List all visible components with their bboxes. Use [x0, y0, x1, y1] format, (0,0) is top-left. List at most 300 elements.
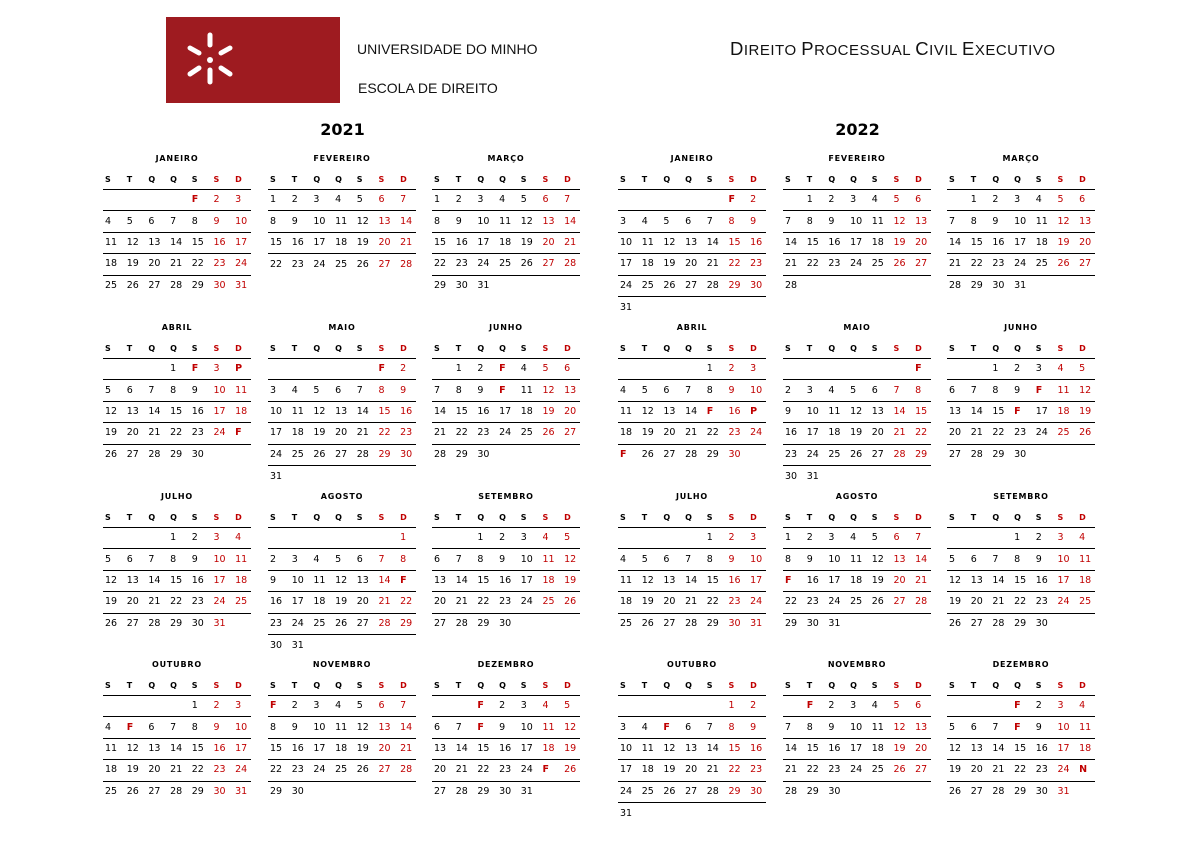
holiday-marker: P	[750, 405, 758, 417]
day-cell: 19	[893, 742, 906, 754]
month-name: JULHO	[675, 492, 709, 501]
day-cell: 3	[313, 194, 320, 206]
day-cell: 26	[871, 596, 884, 608]
weekday-label: S	[434, 680, 440, 690]
weekday-label: S	[893, 343, 900, 353]
day-cell: 8	[191, 721, 198, 733]
day-cell: 25	[1057, 427, 1070, 439]
day-cell: 3	[213, 363, 220, 375]
day-cell: 16	[750, 236, 763, 248]
month-calendar	[103, 658, 251, 803]
weekday-label: Q	[148, 343, 156, 353]
day-cell: 6	[685, 721, 692, 733]
week-row	[268, 592, 416, 613]
week-row	[947, 549, 1095, 570]
week-row	[103, 717, 251, 738]
weekday-label: Q	[335, 343, 342, 353]
day-cell: 21	[893, 427, 906, 439]
day-cell: 6	[893, 532, 900, 544]
holiday-marker: F	[663, 721, 670, 733]
day-cell: 10	[235, 215, 248, 227]
holiday-marker: F	[235, 427, 242, 439]
weekday-label: D	[564, 343, 571, 353]
weekday-label: T	[970, 174, 977, 184]
month-name: DEZEMBRO	[992, 660, 1050, 669]
weekday-label: S	[949, 680, 955, 690]
day-cell: 1	[992, 363, 999, 375]
day-cell: 2	[728, 363, 735, 375]
day-cell: 26	[356, 258, 369, 270]
day-cell: 7	[564, 194, 571, 206]
month-calendar	[103, 321, 251, 466]
day-cell: 16	[1035, 574, 1048, 586]
weekday-label: Q	[850, 680, 857, 690]
day-cell: 16	[477, 405, 490, 417]
day-cell: 28	[970, 449, 983, 461]
day-cell: 22	[706, 596, 719, 608]
day-cell: 18	[620, 596, 633, 608]
day-cell: 3	[620, 215, 627, 227]
day-cell: 21	[685, 596, 698, 608]
day-cell: 4	[542, 700, 549, 712]
day-cell: 4	[871, 194, 878, 206]
day-cell: 3	[477, 194, 484, 206]
day-cell: 17	[270, 427, 283, 439]
weekday-label: S	[434, 343, 440, 353]
day-cell: 18	[313, 596, 326, 608]
day-cell: 31	[235, 786, 248, 798]
day-cell: 7	[400, 194, 407, 206]
day-cell: 17	[1057, 742, 1070, 754]
weekday-label: S	[1035, 174, 1042, 184]
weekday-label: T	[970, 680, 977, 690]
day-cell: 3	[270, 384, 277, 396]
weekday-label: S	[520, 343, 527, 353]
day-cell: 27	[915, 258, 928, 270]
day-cell: 30	[1035, 786, 1048, 798]
day-cell: 24	[499, 427, 512, 439]
day-cell: 25	[235, 596, 248, 608]
day-cell: 14	[949, 236, 962, 248]
day-cell: 8	[1014, 553, 1021, 565]
day-cell: 2	[806, 532, 813, 544]
day-cell: 24	[620, 785, 633, 797]
day-cell: 5	[356, 194, 363, 206]
weekday-header-row	[432, 676, 580, 696]
weekday-label: Q	[313, 512, 321, 522]
day-cell: 15	[915, 405, 928, 417]
weekday-label: T	[641, 343, 648, 353]
day-cell: 3	[235, 700, 242, 712]
month-calendar	[618, 321, 766, 466]
weekday-label: D	[750, 343, 757, 353]
day-cell: 23	[291, 764, 304, 776]
weekday-label: S	[542, 343, 549, 353]
day-cell: 24	[806, 448, 819, 460]
day-cell: 13	[378, 215, 391, 227]
weekday-label: Q	[477, 680, 485, 690]
day-cell: 4	[520, 363, 527, 375]
weekday-label: S	[871, 343, 878, 353]
day-cell: 21	[970, 427, 983, 439]
weekday-label: S	[105, 512, 111, 522]
weekday-label: D	[400, 512, 407, 522]
day-cell: 19	[356, 236, 369, 248]
day-cell: 26	[850, 448, 863, 460]
day-cell: 21	[148, 596, 161, 608]
day-cell: 30	[213, 786, 226, 798]
day-cell: 13	[893, 553, 906, 565]
day-cell: 6	[378, 194, 385, 206]
day-cell: 30	[785, 470, 798, 482]
month-calendar	[783, 490, 931, 635]
weekday-header-row	[783, 339, 931, 359]
weekday-label: T	[970, 512, 977, 522]
day-cell: 17	[520, 742, 533, 754]
day-cell: 4	[620, 384, 627, 396]
day-cell: 29	[270, 786, 283, 798]
day-cell: 4	[641, 721, 648, 733]
weekday-label: S	[871, 680, 878, 690]
year-title: 2022	[835, 120, 880, 139]
weekday-header-row	[103, 508, 251, 528]
week-row	[618, 614, 766, 635]
day-cell: 15	[170, 574, 183, 586]
day-cell: 12	[356, 721, 369, 733]
week-row	[103, 276, 251, 297]
month-calendar	[947, 490, 1095, 635]
day-cell: 11	[641, 742, 654, 754]
holiday-marker: F	[1014, 700, 1021, 712]
day-cell: 7	[455, 553, 462, 565]
day-cell: 16	[400, 405, 413, 417]
day-cell: 3	[313, 700, 320, 712]
week-row	[103, 739, 251, 760]
day-cell: 28	[915, 596, 928, 608]
weekday-header-row	[783, 170, 931, 190]
day-cell: 2	[1035, 532, 1042, 544]
month-name: JULHO	[160, 492, 194, 501]
day-cell: 29	[728, 279, 741, 291]
weekday-label: D	[235, 512, 242, 522]
week-row	[432, 717, 580, 738]
day-cell: 31	[620, 807, 633, 819]
week-row	[947, 276, 1095, 297]
day-cell: 12	[949, 574, 962, 586]
day-cell: 21	[915, 574, 928, 586]
day-cell: 24	[313, 258, 326, 270]
month-name: AGOSTO	[835, 492, 879, 501]
day-cell: 6	[126, 384, 133, 396]
day-cell: 19	[356, 742, 369, 754]
month-calendar	[103, 490, 251, 635]
day-cell: 25	[641, 785, 654, 797]
weekday-label: S	[520, 174, 527, 184]
day-cell: 21	[378, 596, 391, 608]
week-row	[103, 233, 251, 254]
day-cell: 14	[785, 742, 798, 754]
weekday-header-row	[432, 508, 580, 528]
day-cell: 14	[434, 405, 447, 417]
day-cell: 20	[1079, 236, 1092, 248]
day-cell: 18	[105, 764, 118, 776]
day-cell: 2	[213, 194, 220, 206]
weekday-header-row	[618, 676, 766, 696]
day-cell: 6	[663, 553, 670, 565]
week-row	[783, 254, 931, 275]
day-cell: 29	[170, 618, 183, 630]
day-cell: 22	[1014, 764, 1027, 776]
week-row	[268, 466, 416, 487]
day-cell: 18	[1057, 405, 1070, 417]
week-row	[103, 380, 251, 401]
week-row	[103, 696, 251, 717]
day-cell: 21	[400, 236, 413, 248]
weekday-header-row	[268, 676, 416, 696]
weekday-label: T	[806, 174, 813, 184]
day-cell: 28	[564, 258, 577, 270]
week-row	[268, 571, 416, 592]
day-cell: 27	[871, 448, 884, 460]
weekday-header-row	[618, 339, 766, 359]
day-cell: 24	[620, 279, 633, 291]
day-cell: 6	[663, 384, 670, 396]
month-calendar	[783, 321, 931, 487]
weekday-header-row	[947, 170, 1095, 190]
day-cell: 1	[434, 194, 441, 206]
day-cell: 21	[434, 427, 447, 439]
day-cell: 30	[191, 618, 204, 630]
week-row	[783, 592, 931, 613]
day-cell: 13	[148, 236, 161, 248]
day-cell: 23	[750, 258, 763, 270]
week-row	[432, 696, 580, 717]
week-row	[618, 211, 766, 232]
day-cell: 22	[270, 764, 283, 776]
week-row	[947, 571, 1095, 592]
day-cell: 18	[1035, 236, 1048, 248]
day-cell: 17	[313, 236, 326, 248]
weekday-label: Q	[663, 680, 671, 690]
day-cell: 8	[434, 215, 441, 227]
day-cell: 12	[313, 405, 326, 417]
week-row	[268, 380, 416, 401]
day-cell: 9	[499, 553, 506, 565]
day-cell: 2	[455, 194, 462, 206]
week-row	[268, 760, 416, 781]
day-cell: 16	[270, 596, 283, 608]
day-cell: 18	[850, 574, 863, 586]
day-cell: 19	[663, 258, 676, 270]
day-cell: 23	[828, 764, 841, 776]
day-cell: 14	[148, 405, 161, 417]
day-cell: 11	[1057, 384, 1070, 396]
day-cell: 7	[170, 721, 177, 733]
week-row	[618, 760, 766, 781]
week-row	[103, 614, 251, 635]
weekday-label: D	[400, 343, 407, 353]
day-cell: 27	[949, 449, 962, 461]
day-cell: 12	[520, 215, 533, 227]
day-cell: 7	[434, 384, 441, 396]
day-cell: 9	[291, 215, 298, 227]
day-cell: 8	[806, 721, 813, 733]
day-cell: 12	[871, 553, 884, 565]
day-cell: 8	[706, 384, 713, 396]
day-cell: 5	[663, 215, 670, 227]
weekday-label: D	[750, 512, 757, 522]
day-cell: 11	[1079, 553, 1092, 565]
day-cell: 11	[542, 721, 555, 733]
day-cell: 27	[685, 785, 698, 797]
day-cell: 23	[728, 427, 741, 439]
day-cell: 11	[313, 574, 326, 586]
weekday-label: Q	[313, 174, 321, 184]
day-cell: 10	[520, 721, 533, 733]
day-cell: 1	[706, 363, 713, 375]
weekday-header-row	[783, 508, 931, 528]
day-cell: 18	[641, 258, 654, 270]
weekday-label: Q	[335, 174, 342, 184]
day-cell: 14	[170, 742, 183, 754]
day-cell: 25	[641, 279, 654, 291]
day-cell: 10	[213, 553, 226, 565]
holiday-marker: F	[477, 721, 484, 733]
week-row	[103, 254, 251, 275]
weekday-label: S	[893, 680, 900, 690]
day-cell: 14	[893, 405, 906, 417]
weekday-label: S	[706, 512, 713, 522]
day-cell: 23	[1035, 596, 1048, 608]
day-cell: 30	[828, 786, 841, 798]
day-cell: 11	[520, 384, 533, 396]
weekday-label: S	[378, 174, 385, 184]
day-cell: 1	[170, 532, 177, 544]
day-cell: 31	[520, 786, 533, 798]
day-cell: 11	[871, 215, 884, 227]
weekday-label: S	[105, 174, 111, 184]
day-cell: 14	[685, 405, 698, 417]
day-cell: 29	[434, 280, 447, 292]
day-cell: 28	[785, 786, 798, 798]
day-cell: 10	[313, 215, 326, 227]
weekday-label: S	[728, 680, 735, 690]
weekday-label: Q	[499, 343, 506, 353]
day-cell: 13	[663, 574, 676, 586]
weekday-label: D	[1079, 174, 1086, 184]
week-row	[618, 696, 766, 717]
day-cell: 22	[915, 427, 928, 439]
day-cell: 12	[663, 742, 676, 754]
day-cell: 10	[750, 384, 763, 396]
day-cell: 11	[871, 721, 884, 733]
day-cell: 26	[356, 764, 369, 776]
day-cell: 22	[400, 596, 413, 608]
day-cell: 8	[170, 553, 177, 565]
day-cell: 24	[235, 258, 248, 270]
day-cell: 7	[992, 721, 999, 733]
weekday-label: D	[915, 512, 922, 522]
day-cell: 8	[970, 215, 977, 227]
week-row	[783, 739, 931, 760]
day-cell: 10	[750, 553, 763, 565]
day-cell: 25	[542, 596, 555, 608]
day-cell: 18	[1079, 574, 1092, 586]
day-cell: 17	[477, 236, 490, 248]
day-cell: 11	[850, 553, 863, 565]
day-cell: 7	[992, 553, 999, 565]
day-cell: 13	[915, 721, 928, 733]
day-cell: 3	[213, 532, 220, 544]
day-cell: 18	[235, 405, 248, 417]
day-cell: 12	[641, 405, 654, 417]
day-cell: 14	[685, 574, 698, 586]
day-cell: 26	[641, 449, 654, 461]
week-row	[103, 528, 251, 549]
day-cell: 30	[750, 785, 763, 797]
month-name: MARÇO	[1002, 154, 1040, 163]
day-cell: 18	[105, 258, 118, 270]
weekday-label: Q	[148, 680, 156, 690]
day-cell: 25	[335, 258, 348, 270]
weekday-label: S	[871, 174, 878, 184]
day-cell: 3	[1057, 700, 1064, 712]
day-cell: 15	[455, 405, 468, 417]
day-cell: 6	[1079, 194, 1086, 206]
week-row	[783, 190, 931, 211]
day-cell: 9	[1035, 553, 1042, 565]
week-row	[618, 423, 766, 444]
day-cell: 9	[785, 405, 792, 417]
weekday-label: S	[213, 680, 220, 690]
day-cell: 18	[1079, 742, 1092, 754]
day-cell: 24	[750, 596, 763, 608]
holiday-marker: F	[542, 764, 549, 776]
day-cell: 8	[378, 384, 385, 396]
day-cell: 20	[871, 427, 884, 439]
week-row	[783, 528, 931, 549]
week-row	[432, 380, 580, 401]
day-cell: 6	[356, 553, 363, 565]
day-cell: 12	[1057, 215, 1070, 227]
day-cell: 13	[685, 236, 698, 248]
day-cell: 24	[1057, 764, 1070, 776]
holiday-marker: F	[1035, 384, 1043, 396]
day-cell: 25	[1035, 258, 1048, 270]
weekday-header-row	[947, 676, 1095, 696]
day-cell: 21	[992, 596, 1005, 608]
day-cell: 14	[455, 574, 468, 586]
holiday-marker: F	[728, 194, 735, 206]
day-cell: 19	[126, 258, 139, 270]
weekday-label: T	[455, 680, 462, 690]
day-cell: 23	[455, 258, 468, 270]
day-cell: 3	[235, 194, 242, 206]
day-cell: 15	[170, 405, 183, 417]
day-cell: 4	[828, 384, 835, 396]
day-cell: 20	[663, 596, 676, 608]
week-row	[947, 445, 1095, 466]
day-cell: 21	[455, 596, 468, 608]
day-cell: 8	[270, 721, 277, 733]
day-cell: 14	[356, 405, 369, 417]
weekday-label: S	[213, 512, 220, 522]
weekday-label: Q	[828, 174, 836, 184]
weekday-label: S	[191, 174, 198, 184]
week-row	[783, 276, 931, 297]
day-cell: 20	[335, 427, 348, 439]
day-cell: 16	[828, 236, 841, 248]
